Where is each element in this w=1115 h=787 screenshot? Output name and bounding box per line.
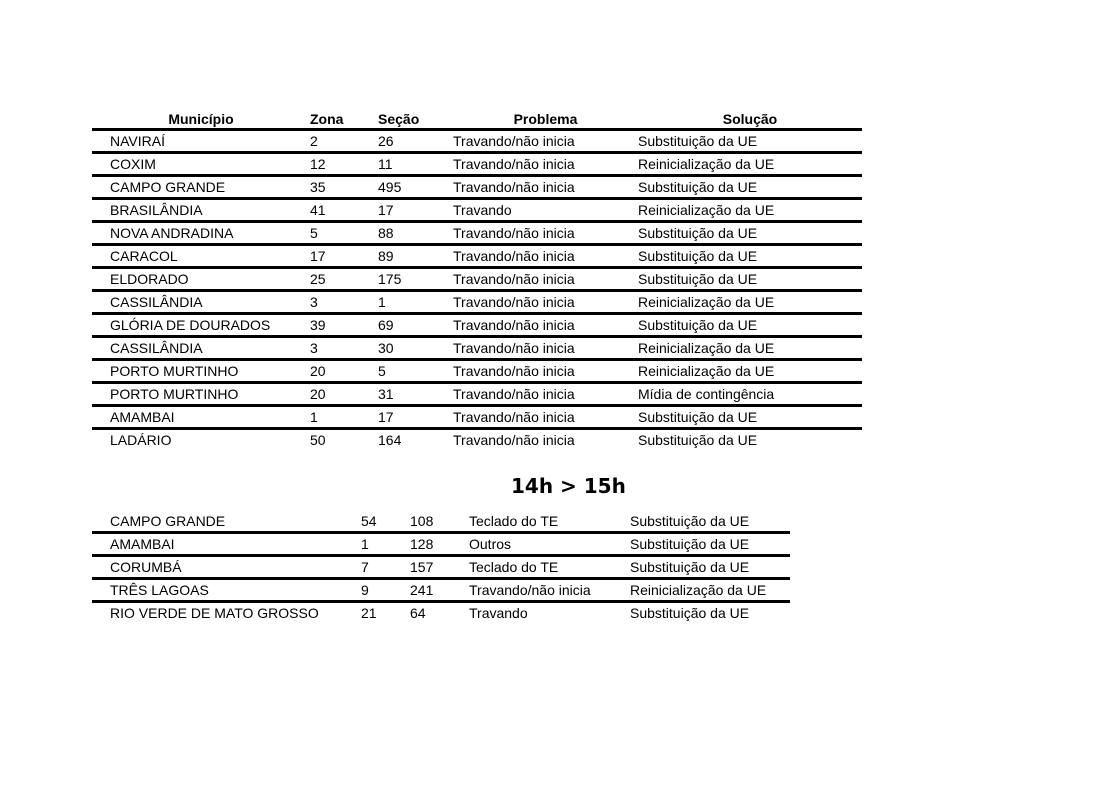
cell-municipio: ELDORADO [110, 270, 189, 287]
cell-solucao: Substituição da UE [638, 431, 758, 448]
cell-problema: Travando/não inicia [453, 316, 575, 333]
cell-solucao: Substituição da UE [638, 247, 758, 264]
cell-zona: 20 [310, 385, 326, 402]
cell-solucao: Substituição da UE [638, 224, 758, 241]
cell-solucao: Reinicialização da UE [638, 362, 775, 379]
cell-problema: Travando/não inicia [453, 385, 575, 402]
cell-municipio: CASSILÂNDIA [110, 293, 203, 310]
cell-problema: Travando/não inicia [453, 408, 575, 425]
cell-problema: Travando/não inicia [453, 431, 575, 448]
cell-secao: 69 [378, 316, 394, 333]
table-row [92, 131, 862, 150]
cell-problema: Travando/não inicia [453, 339, 575, 356]
cell-solucao: Reinicialização da UE [638, 293, 775, 310]
table-row [92, 557, 790, 576]
cell-solucao: Substituição da UE [630, 535, 750, 552]
cell-problema: Travando/não inicia [469, 581, 591, 598]
cell-solucao: Reinicialização da UE [638, 201, 775, 218]
cell-solucao: Substituição da UE [630, 512, 750, 529]
cell-secao: 11 [378, 155, 393, 172]
cell-secao: 64 [410, 604, 426, 621]
table-2-body [92, 511, 790, 622]
table-row [92, 407, 862, 426]
cell-zona: 3 [310, 339, 318, 356]
cell-solucao: Substituição da UE [638, 132, 758, 149]
cell-solucao: Substituição da UE [630, 604, 750, 621]
cell-municipio: RIO VERDE DE MATO GROSSO [110, 604, 319, 621]
table-1-body [92, 131, 862, 449]
cell-municipio: NAVIRAÍ [110, 132, 165, 149]
header-solucao: Solução [722, 111, 778, 127]
table-row [92, 315, 862, 334]
cell-zona: 17 [310, 247, 326, 264]
cell-municipio: CASSILÂNDIA [110, 339, 203, 356]
table-row [92, 511, 790, 530]
table-row [92, 200, 862, 219]
cell-problema: Travando [469, 604, 528, 621]
cell-problema: Travando/não inicia [453, 293, 575, 310]
cell-municipio: CAMPO GRANDE [110, 512, 226, 529]
cell-zona: 39 [310, 316, 326, 333]
cell-problema: Travando/não inicia [453, 362, 575, 379]
cell-zona: 7 [361, 558, 369, 575]
cell-solucao: Mídia de contingência [638, 385, 775, 402]
cell-municipio: AMAMBAI [110, 535, 175, 552]
cell-solucao: Substituição da UE [638, 270, 758, 287]
cell-municipio: CORUMBÁ [110, 558, 182, 575]
cell-problema: Travando/não inicia [453, 155, 575, 172]
table-row [92, 361, 862, 380]
cell-secao: 5 [378, 362, 386, 379]
cell-zona: 5 [310, 224, 318, 241]
cell-solucao: Reinicialização da UE [638, 155, 775, 172]
cell-municipio: CAMPO GRANDE [110, 178, 226, 195]
cell-solucao: Substituição da UE [638, 178, 758, 195]
cell-zona: 12 [310, 155, 326, 172]
header-municipio: Município [168, 111, 234, 127]
cell-secao: 164 [378, 431, 402, 448]
cell-zona: 20 [310, 362, 326, 379]
cell-municipio: GLÓRIA DE DOURADOS [110, 316, 271, 333]
table-row [92, 534, 790, 553]
table-row [92, 430, 862, 449]
table-row [92, 580, 790, 599]
cell-secao: 157 [410, 558, 434, 575]
cell-solucao: Substituição da UE [638, 408, 758, 425]
cell-municipio: LADÁRIO [110, 431, 172, 448]
table-row [92, 338, 862, 357]
cell-problema: Travando/não inicia [453, 178, 575, 195]
cell-problema: Travando/não inicia [453, 247, 575, 264]
cell-zona: 21 [361, 604, 377, 621]
header-problema: Problema [513, 111, 578, 127]
cell-zona: 41 [310, 201, 326, 218]
cell-zona: 50 [310, 431, 326, 448]
cell-municipio: BRASILÂNDIA [110, 201, 203, 218]
cell-solucao: Reinicialização da UE [638, 339, 775, 356]
cell-municipio: TRÊS LAGOAS [110, 581, 209, 598]
cell-zona: 9 [361, 581, 369, 598]
cell-secao: 108 [410, 512, 434, 529]
table-2 [92, 511, 790, 622]
cell-problema: Travando/não inicia [453, 224, 575, 241]
cell-zona: 35 [310, 178, 326, 195]
section-heading: 14h > 15h [511, 474, 626, 498]
cell-secao: 17 [378, 408, 394, 425]
table-row [92, 154, 862, 173]
table-row [92, 177, 862, 196]
table-row [92, 292, 862, 311]
cell-secao: 88 [378, 224, 394, 241]
cell-zona: 54 [361, 512, 377, 529]
cell-solucao: Reinicialização da UE [630, 581, 767, 598]
table-1-header [92, 112, 862, 127]
cell-solucao: Substituição da UE [630, 558, 750, 575]
cell-secao: 241 [410, 581, 434, 598]
cell-zona: 1 [361, 535, 369, 552]
cell-secao: 89 [378, 247, 394, 264]
cell-secao: 495 [378, 178, 402, 195]
cell-secao: 1 [378, 293, 386, 310]
cell-secao: 30 [378, 339, 394, 356]
cell-secao: 31 [378, 385, 394, 402]
cell-problema: Travando/não inicia [453, 132, 575, 149]
cell-problema: Travando/não inicia [453, 270, 575, 287]
cell-municipio: PORTO MURTINHO [110, 385, 239, 402]
cell-problema: Teclado do TE [469, 512, 559, 529]
cell-zona: 25 [310, 270, 326, 287]
table-row [92, 603, 790, 622]
cell-municipio: AMAMBAI [110, 408, 175, 425]
table-row [92, 269, 862, 288]
cell-municipio: CARACOL [110, 247, 178, 264]
cell-secao: 17 [378, 201, 394, 218]
cell-solucao: Substituição da UE [638, 316, 758, 333]
table-row [92, 246, 862, 265]
cell-secao: 128 [410, 535, 434, 552]
table-row [92, 384, 862, 403]
table-row [92, 223, 862, 242]
cell-municipio: COXIM [110, 155, 156, 172]
header-zona: Zona [310, 111, 344, 127]
header-secao: Seção [378, 111, 420, 127]
cell-secao: 26 [378, 132, 394, 149]
cell-problema: Travando [453, 201, 512, 218]
cell-problema: Teclado do TE [469, 558, 559, 575]
cell-zona: 2 [310, 132, 318, 149]
cell-secao: 175 [378, 270, 402, 287]
cell-municipio: NOVA ANDRADINA [110, 224, 234, 241]
cell-zona: 3 [310, 293, 318, 310]
table-1 [92, 112, 862, 449]
cell-problema: Outros [469, 535, 512, 552]
cell-municipio: PORTO MURTINHO [110, 362, 239, 379]
cell-zona: 1 [310, 408, 318, 425]
